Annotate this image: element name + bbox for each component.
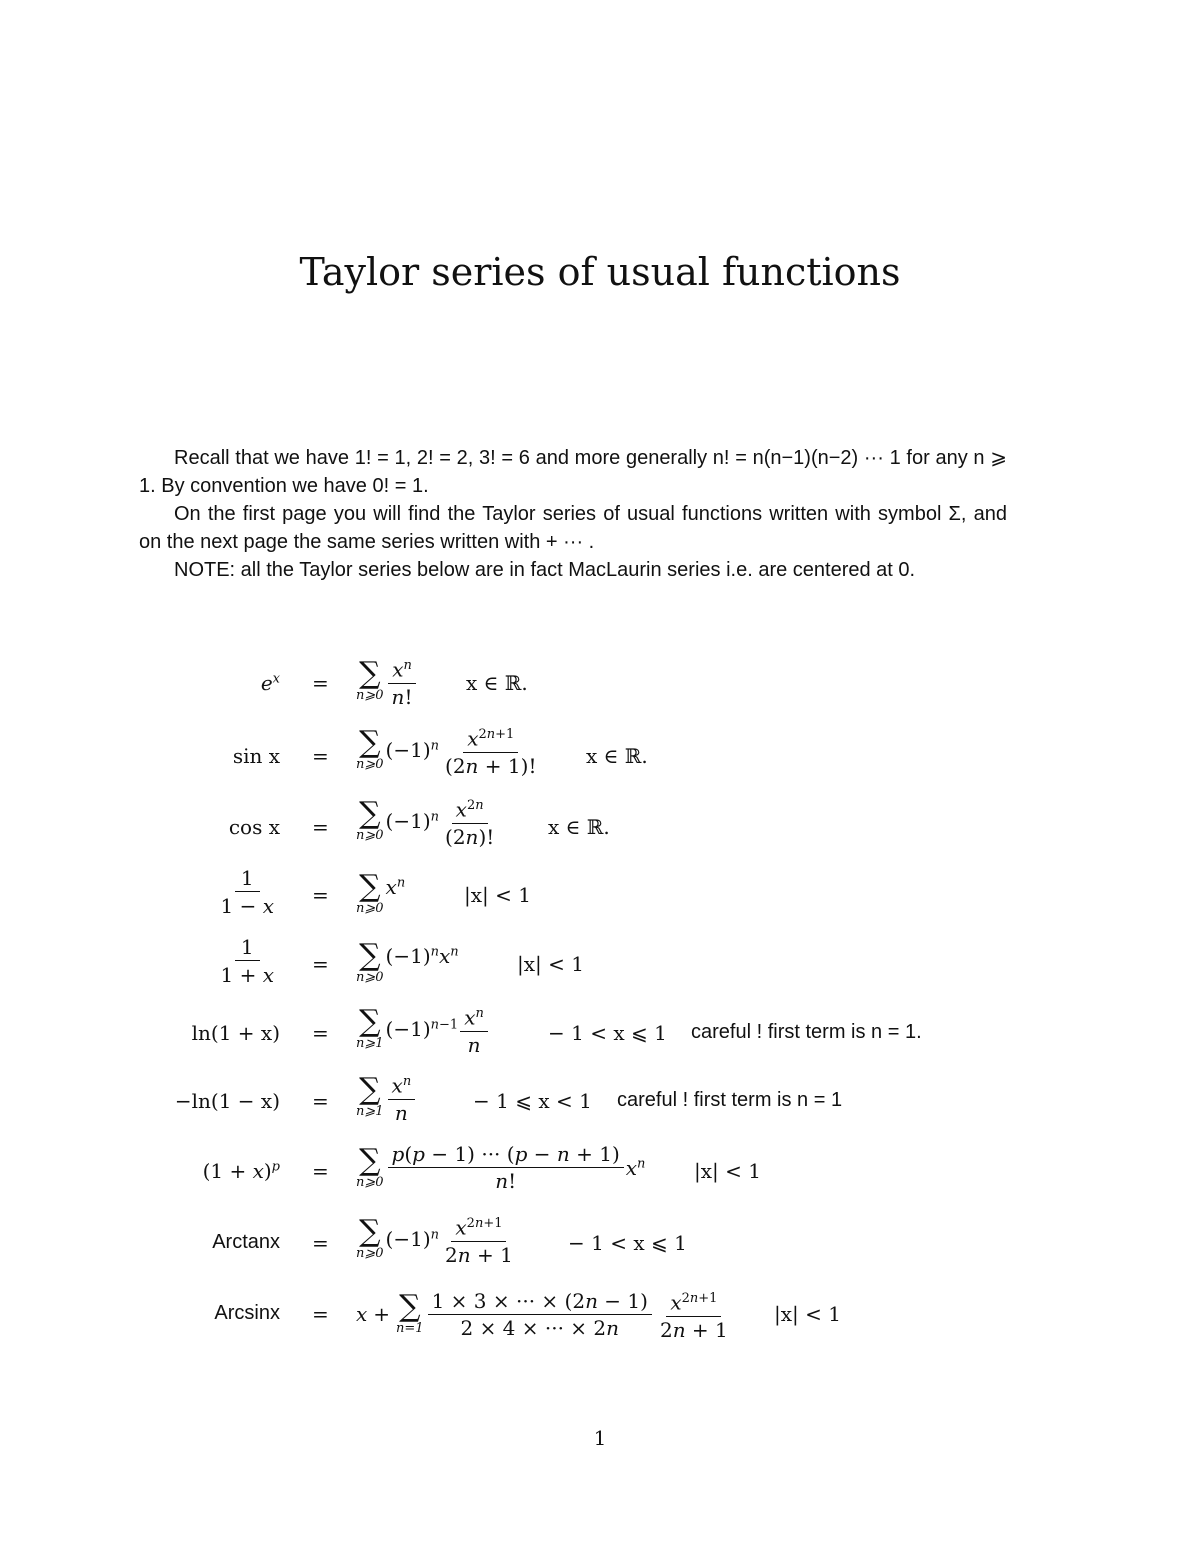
- intro-text: [139, 444, 1007, 584]
- sum-symbol: ∑ n⩾1: [356, 1004, 384, 1052]
- equation-lhs: ln(1 + x): [191, 1021, 280, 1045]
- equation-lhs: $\frac{1}{1 - x}$: [220, 866, 274, 918]
- equation-rhs: ∑ n⩾0 $\frac{p(p - 1) \cdot\cdot\cdot (p - n + 1)}{n!}$ $x^n$: [356, 1142, 646, 1193]
- equation-condition: − 1 < x ⩽ 1: [568, 1231, 687, 1255]
- equation-lhs: sin x: [232, 744, 280, 768]
- equation-rhs: ∑ n⩾0 $(-1)^n$ $\frac{x^{2n}}{(2n)!}$: [356, 795, 500, 848]
- sum-symbol: ∑ n⩾0: [356, 1142, 384, 1190]
- fraction: $\frac{x^{2n}}{(2n)!}$: [441, 795, 498, 848]
- equals-sign: =: [312, 744, 329, 768]
- equation-lhs: cos x: [228, 815, 280, 839]
- equals-sign: =: [312, 1089, 329, 1113]
- fraction: $\frac{x^n}{n!}$: [388, 655, 417, 708]
- equation-rhs: [356, 655, 418, 708]
- equals-sign: =: [312, 1302, 329, 1326]
- fraction: $\frac{x^{2n+1}}{2n + 1}$: [441, 1213, 517, 1266]
- sum-symbol: ∑ n=1: [396, 1289, 424, 1337]
- equals-sign: =: [312, 1231, 329, 1255]
- sum-symbol: ∑ n⩾0: [356, 656, 384, 704]
- equals-sign: =: [312, 1021, 329, 1045]
- equation-lhs: $e^x$: [260, 671, 280, 695]
- page-number: 1: [593, 1426, 607, 1450]
- sum-symbol: ∑ n⩾1: [356, 1072, 384, 1120]
- equation-condition: |x| < 1: [774, 1302, 841, 1326]
- equation-rhs: ∑ n⩾0 $(-1)^n$ $\frac{x^{2n+1}}{(2n + 1)!}$: [356, 724, 542, 777]
- equation-condition: x ∈ ℝ.: [548, 815, 610, 839]
- sum-symbol: ∑ n⩾0: [356, 1214, 384, 1262]
- equation-condition: x ∈ ℝ.: [466, 671, 528, 695]
- equals-sign: =: [312, 952, 329, 976]
- intro-paragraph-3: NOTE: all the Taylor series below are in fact MacLaurin series i.e. are centered at 0.: [174, 559, 916, 581]
- equation-condition: − 1 ⩽ x < 1: [473, 1089, 592, 1113]
- equals-sign: =: [312, 883, 329, 907]
- equation-condition: |x| < 1: [517, 952, 584, 976]
- page-title: Taylor series of usual functions: [299, 250, 901, 294]
- equation-rhs: x + ∑ n=1 $\frac{1 \times 3 \times \cdot\cdot\cdot \times (2n - 1)}{2 \times 4 \times \cdot\cdot\cdot \times 2n}$ $\frac{x^{2n+1}}{2n + 1}$: [356, 1288, 734, 1341]
- equals-sign: =: [312, 671, 329, 695]
- equals-sign: =: [312, 815, 329, 839]
- equation-lhs: $\frac{1}{1 + x}$: [220, 935, 274, 987]
- fraction: $\frac{1 \times 3 \times \cdot\cdot\cdot \times (2n - 1)}{2 \times 4 \times \cdot\cdot\cdot \times 2n}$: [428, 1290, 652, 1339]
- equation-lhs: Arctanx: [212, 1231, 280, 1253]
- equation-condition: x ∈ ℝ.: [586, 744, 648, 768]
- equation-note: careful ! first term is n = 1: [617, 1089, 843, 1111]
- equation-condition: − 1 < x ⩽ 1: [548, 1021, 667, 1045]
- equation-rhs: ∑ n⩾0 $x^n$: [356, 869, 406, 916]
- equation-rhs: ∑ n⩾0 $(-1)^nx^n$: [356, 938, 459, 985]
- equation-rhs: ∑ n⩾0 $(-1)^n$ $\frac{x^{2n+1}}{2n + 1}$: [356, 1213, 519, 1266]
- equation-condition: |x| < 1: [694, 1159, 761, 1183]
- equation-lhs: Arcsinx: [214, 1302, 280, 1324]
- equals-sign: =: [312, 1159, 329, 1183]
- fraction: $\frac{p(p - 1) \cdot\cdot\cdot (p - n + 1)}{n!}$: [388, 1143, 624, 1192]
- fraction: $\frac{x^{2n+1}}{(2n + 1)!}$: [441, 724, 540, 777]
- intro-paragraph-2: On the first page you will find the Taylor series of usual functions written with symbol Σ, and on the next page the same series written with + ··· .: [139, 503, 1007, 553]
- sum-symbol: ∑ n⩾0: [356, 725, 384, 773]
- equation-note: careful ! first term is n = 1.: [691, 1021, 922, 1043]
- equation-condition: |x| < 1: [464, 883, 531, 907]
- fraction: $\frac{x^n}{n}$: [460, 1003, 488, 1056]
- fraction: $\frac{x^{2n+1}}{2n + 1}$: [656, 1288, 732, 1341]
- fraction: $\frac{x^n}{n}$: [388, 1071, 416, 1124]
- equation-lhs: −ln(1 − x): [174, 1089, 280, 1113]
- intro-paragraph-1: Recall that we have 1! = 1, 2! = 2, 3! = 6 and more generally n! = n(n−1)(n−2) ··· 1 for any n ⩾ 1. By convention we have 0! = 1.: [139, 447, 1007, 497]
- equation-rhs: ∑ n⩾1 $(-1)^{n-1}$ $\frac{x^n}{n}$: [356, 1003, 490, 1056]
- equation-rhs: [356, 1071, 417, 1124]
- sum-symbol: ∑ n⩾0: [356, 938, 384, 985]
- sum-symbol: ∑ n⩾0: [356, 869, 384, 916]
- sum-symbol: ∑ n⩾0: [356, 796, 384, 844]
- equation-lhs: $(1 + x)^p$: [202, 1159, 280, 1183]
